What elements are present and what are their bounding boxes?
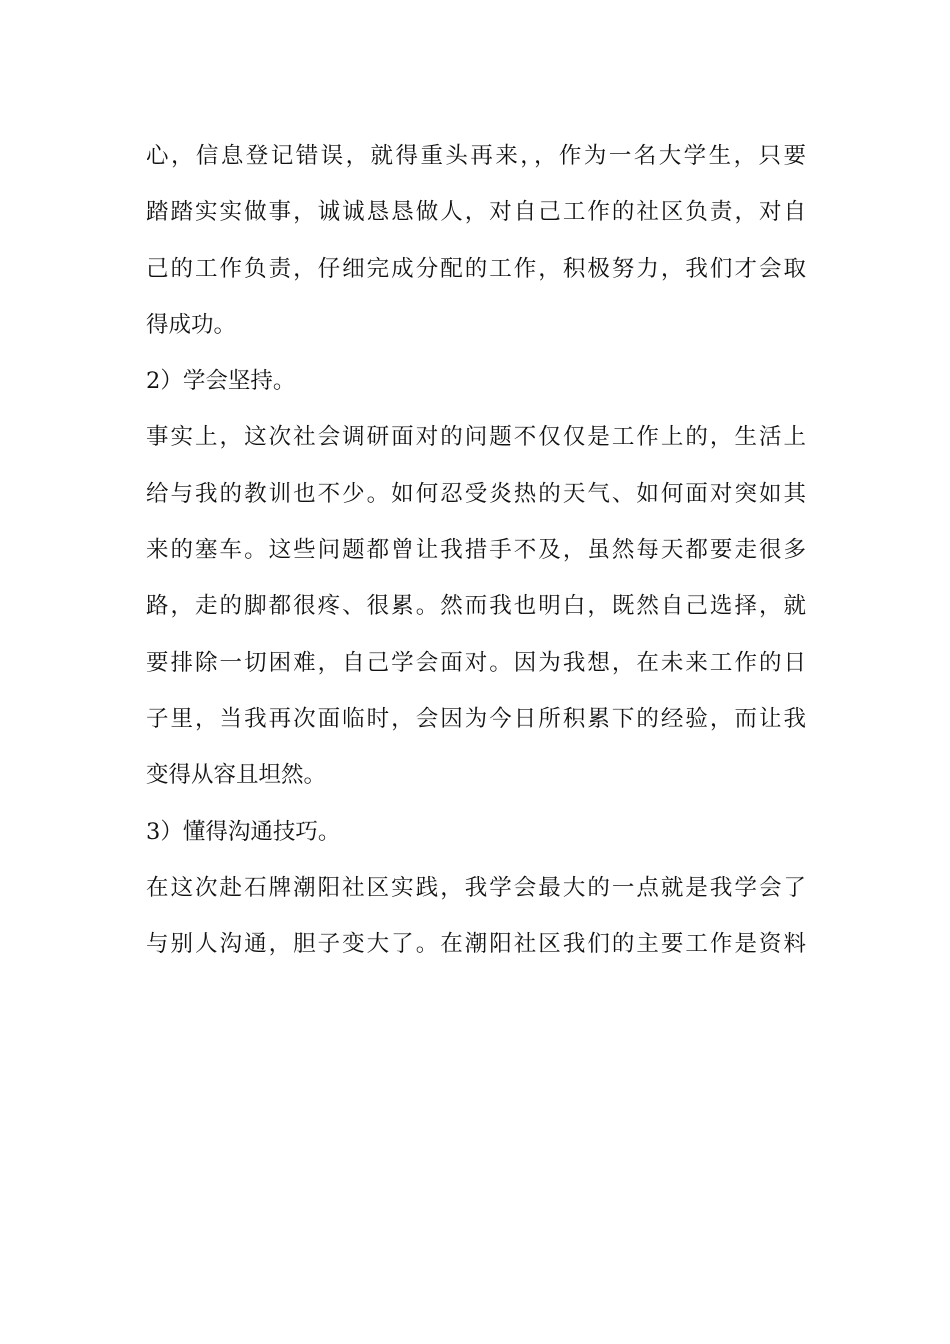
text-line: 踏踏实实做事，诚诚恳恳做人，对自己工作的社区负责，对自: [146, 199, 806, 226]
section-heading: 3）懂得沟通技巧。: [146, 818, 341, 845]
text-line: 与别人沟通，胆子变大了。在潮阳社区我们的主要工作是资料: [146, 931, 806, 958]
text-line: 在这次赴石牌潮阳社区实践，我学会最大的一点就是我学会了: [146, 874, 806, 901]
text-line: 得成功。: [146, 311, 237, 338]
text-line: 心，信息登记错误，就得重头再来，，作为一名大学生，只要: [146, 143, 806, 169]
text-line: 来的塞车。这些问题都曾让我措手不及，虽然每天都要走很多: [146, 537, 806, 564]
text-line: 子里，当我再次面临时，会因为今日所积累下的经验，而让我: [146, 705, 806, 732]
text-line: 变得从容且坦然。: [146, 762, 327, 789]
text-line: 给与我的教训也不少。如何忍受炎热的天气、如何面对突如其: [146, 480, 806, 507]
section-heading: 2）学会坚持。: [146, 368, 296, 395]
text-line: 路，走的脚都很疼、很累。然而我也明白，既然自己选择，就: [146, 593, 806, 620]
text-line: 要排除一切困难，自己学会面对。因为我想，在未来工作的日: [146, 649, 806, 676]
text-line: 己的工作负责，仔细完成分配的工作，积极努力，我们才会取: [146, 255, 806, 282]
text-line: 事实上，这次社会调研面对的问题不仅仅是工作上的，生活上: [146, 424, 806, 451]
body-text: [146, 128, 806, 972]
